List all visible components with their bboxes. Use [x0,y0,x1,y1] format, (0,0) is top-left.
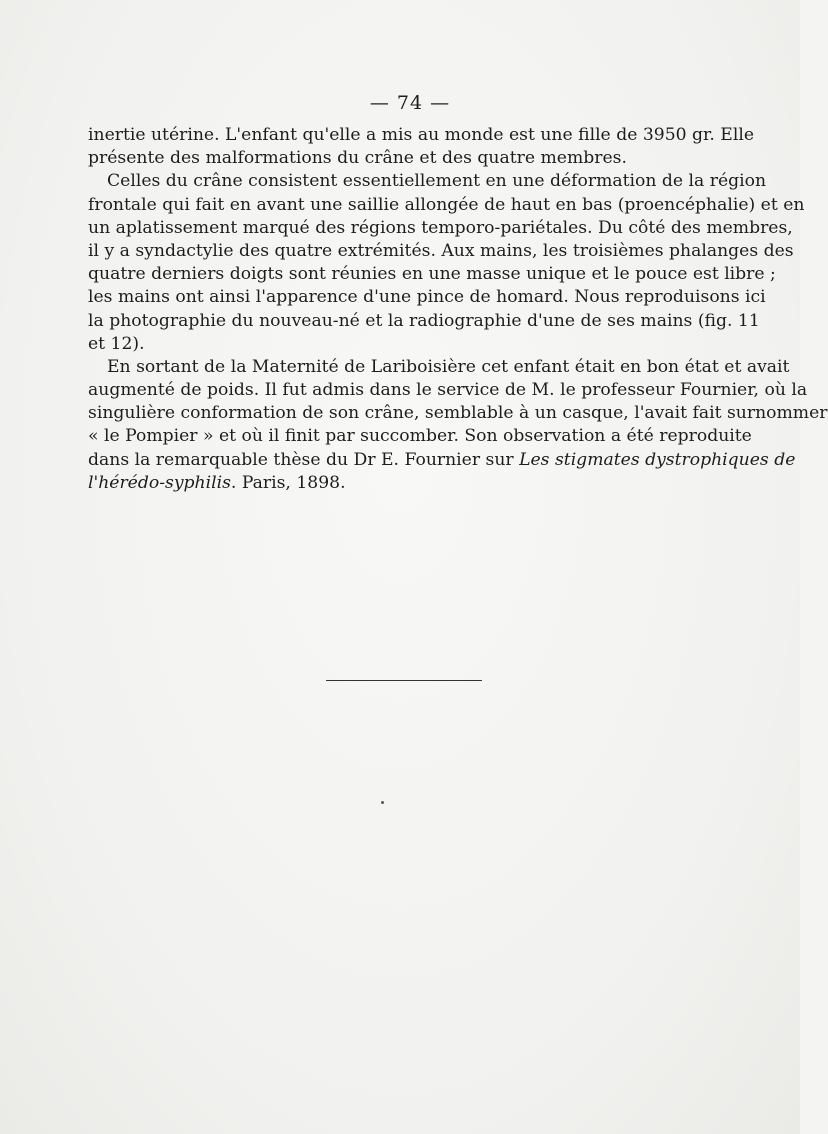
text-line: il y a syndactylie des quatre extrémités. Aux mains, les troisièmes phalanges des [88,240,794,261]
text-line: un aplatissement marqué des régions temporo-pariétales. Du côté des membres, [88,217,793,238]
text-line: « le Pompier » et où il finit par succomber. Son observation a été reproduite [88,426,752,447]
page-number: — 74 — [369,92,451,114]
paragraph-start-line: Celles du crâne consistent essentiellement en une déformation de la région [107,171,767,192]
citation-line-end [88,472,724,495]
text-line: quatre derniers doigts sont réunies en une masse unique et le pouce est libre ; [88,264,776,285]
text-line: singulière conformation de son crâne, semblable à un casque, l'avait fait surnommer [88,403,828,424]
thesis-title-part2: l'hérédo-syphilis [88,472,231,493]
paragraph-start-line: En sortant de la Maternité de Lariboisière cet enfant était en bon état et avait [107,356,790,377]
text-line: et 12). [88,333,145,354]
text-line: présente des malformations du crâne et des quatre membres. [88,148,627,169]
thesis-title-part1: Les stigmates dystrophiques de [519,449,796,470]
body-text [88,124,828,495]
citation-line [88,449,796,472]
citation-end: . Paris, 1898. [230,472,346,493]
text-line: frontale qui fait en avant une saillie allongée de haut en bas (proencéphalie) et en [88,194,805,215]
text-line: augmenté de poids. Il fut admis dans le service de M. le professeur Fournier, où la [88,380,808,401]
text-line: inertie utérine. L'enfant qu'elle a mis au monde est une fille de 3950 gr. Elle [88,125,755,145]
text-line: la photographie du nouveau-né et la radiographie d'une de ses mains (fig. 11 [88,310,760,331]
section-divider [326,680,482,681]
paper-speck [381,801,384,804]
text-line: les mains ont ainsi l'apparence d'une pince de homard. Nous reproduisons ici [88,287,766,308]
citation-text: dans la remarquable thèse du Dr E. Fournier sur [88,449,514,470]
